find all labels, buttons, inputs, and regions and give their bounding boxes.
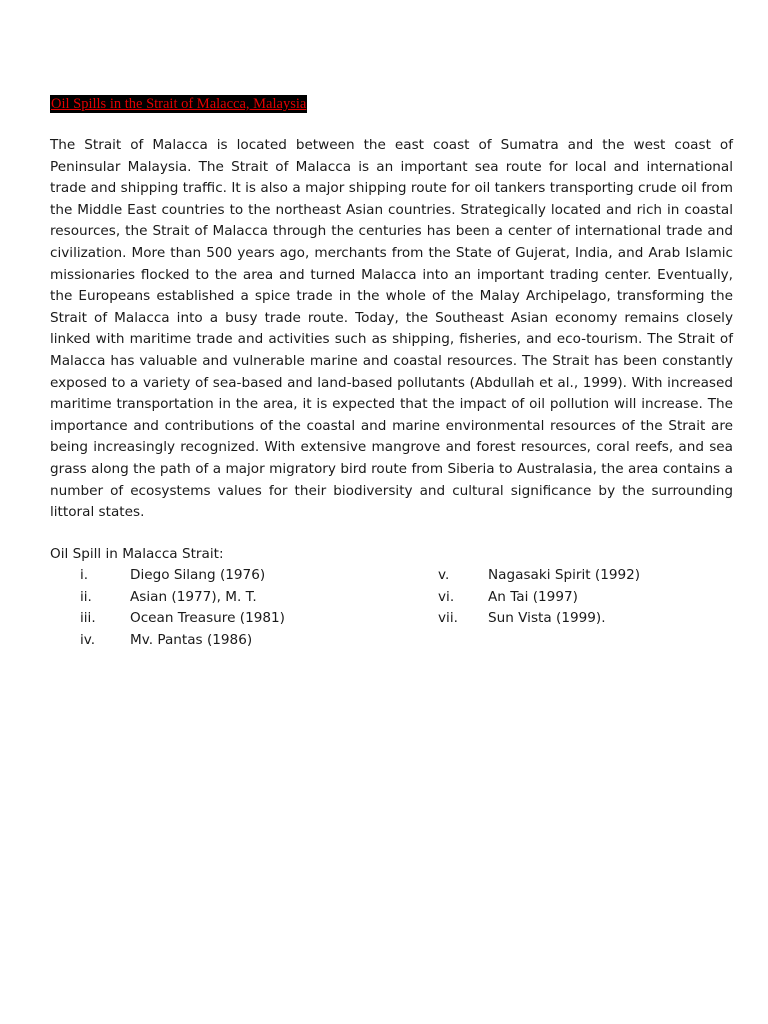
list-item [438,608,640,630]
document-title: Oil Spills in the Strait of Malacca, Malaysia [51,96,307,112]
list-item [438,587,640,609]
list-column-left [50,565,438,651]
list-numeral: i. [80,567,89,584]
list-item [438,565,640,587]
list-numeral: iv. [80,632,96,649]
list-item-text: Mv. Pantas (1986) [130,632,253,649]
list-heading: Oil Spill in Malacca Strait: [50,545,224,562]
list-column-right [438,565,640,651]
oil-spill-list [50,565,733,651]
list-item-text: Ocean Treasure (1981) [130,610,285,627]
list-item-text: An Tai (1997) [488,588,578,605]
body-paragraph: The Strait of Malacca is located between the east coast of Sumatra and the west coast of Peninsular Malaysia. The Strait of Malacca is an important sea route for local and international trade and shipping traffic. It is also a major shipping route for oil tankers transporting crude oil from the Middle East countries to the northeast Asian countries. Strategically located and rich in coastal resources, the Strait of Malacca through the centuries has been a center of international trade and civilization. More than 500 years ago, merchants from the State of Gujerat, India, and Arab Islamic missionaries flocked to the area and turned Malacca into an important trading center. Eventually, the Europeans established a spice trade in the whole of the Malay Archipelago, transforming the Strait of Malacca into a busy trade route. Today, the Southeast Asian economy remains closely linked with maritime trade and activities such as shipping, fisheries, and eco-tourism. The Strait of Malacca has valuable and vulnerable marine and coastal resources. The Strait has been constantly exposed to a variety of sea-based and land-based pollutants (Abdullah et al., 1999). With increased maritime transportation in the area, it is expected that the impact of oil pollution will increase. The importance and contributions of the coastal and marine environmental resources of the Strait are being increasingly recognized. With extensive mangrove and forest resources, coral reefs, and sea grass along the path of a major migratory bird route from Siberia to Australasia, the area contains a number of ecosystems values for their biodiversity and cultural significance by the surrounding littoral states. [50,137,733,521]
list-item-text: Asian (1977), M. T. [130,588,257,605]
list-item-text: Diego Silang (1976) [130,567,266,584]
list-item [50,587,438,609]
list-item [50,565,438,587]
list-numeral: v. [438,567,450,584]
list-item [50,630,438,652]
list-item-text: Sun Vista (1999). [488,610,606,627]
document-page [50,93,733,652]
list-numeral: vii. [438,610,458,627]
list-numeral: vi. [438,588,455,605]
list-numeral: ii. [80,588,92,605]
list-item [50,608,438,630]
list-item-text: Nagasaki Spirit (1992) [488,567,641,584]
list-numeral: iii. [80,610,96,627]
